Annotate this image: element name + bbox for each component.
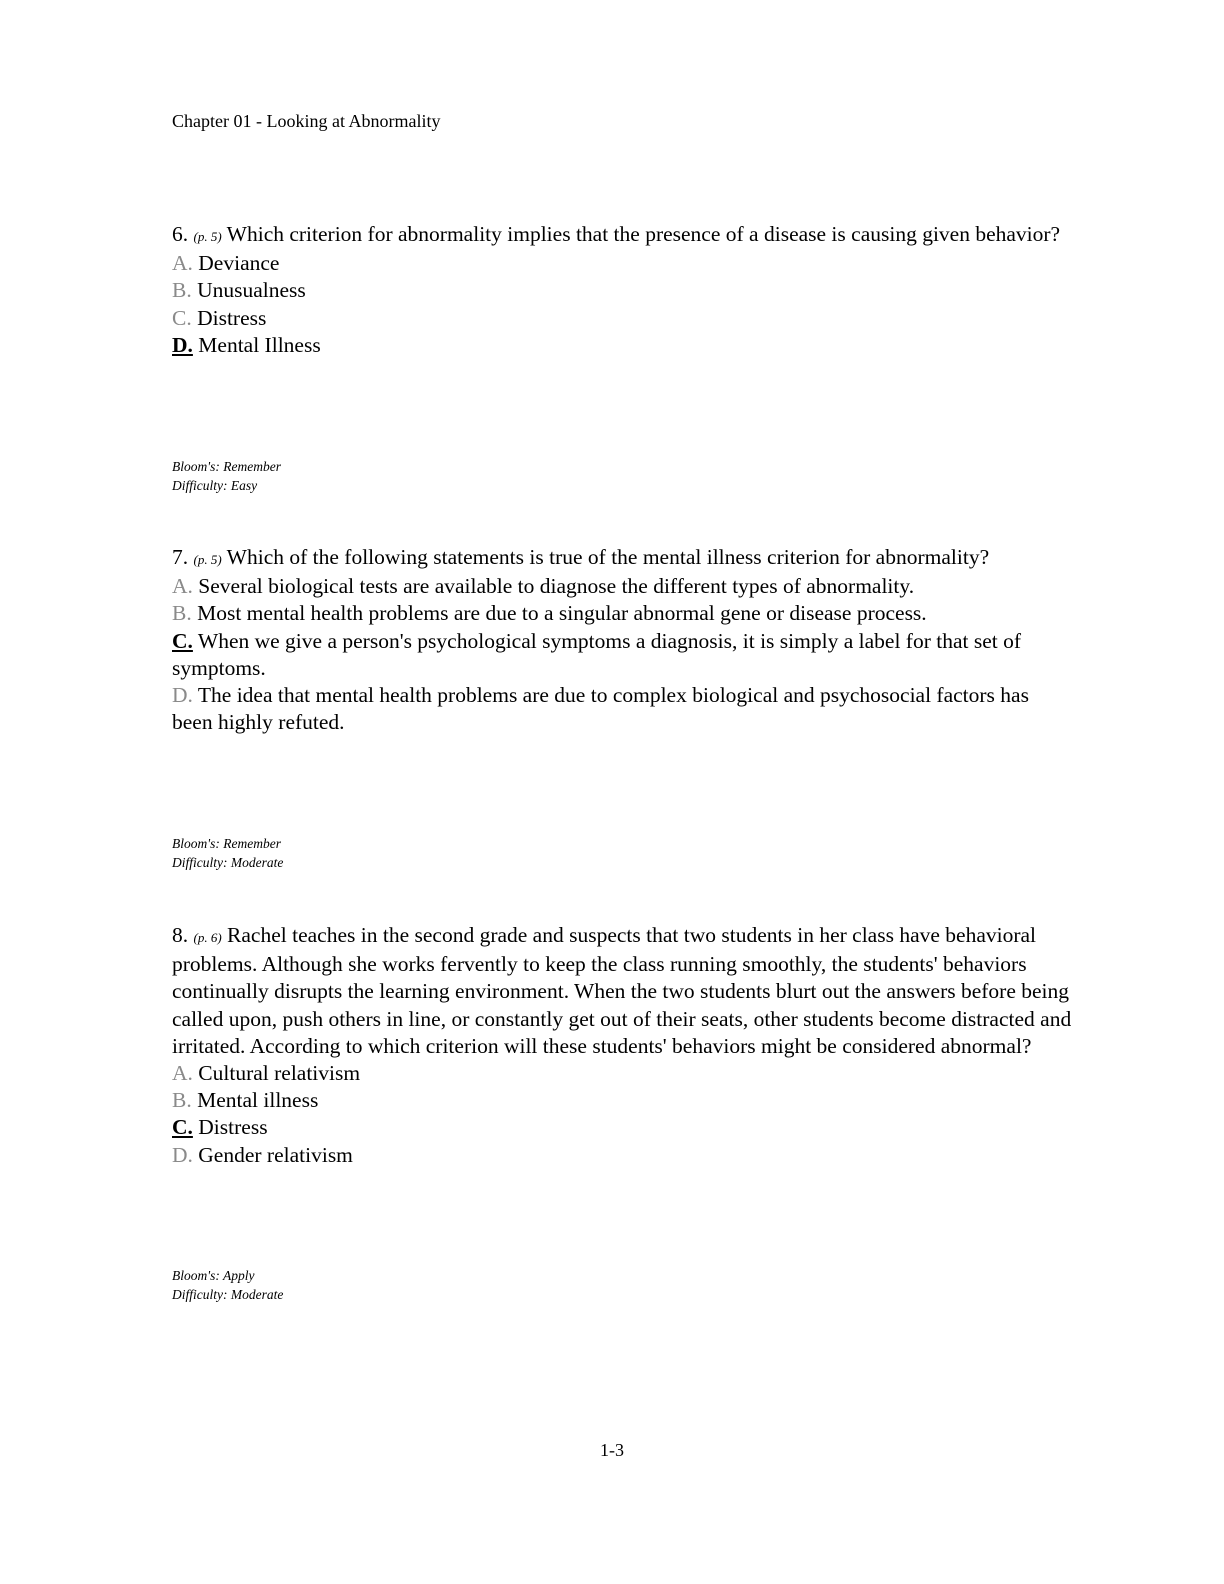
option-a <box>172 1060 1072 1087</box>
correct-option-letter: D. <box>172 332 193 357</box>
question-6-meta <box>172 457 281 495</box>
option-a <box>172 573 1072 600</box>
option-text: Mental illness <box>197 1088 319 1113</box>
question-number: 6. <box>172 222 189 246</box>
option-c <box>172 1114 1072 1141</box>
option-text: The idea that mental health problems are due to complex biological and psychosocial factors has been highly refuted. <box>172 683 1029 735</box>
question-number: 7. <box>172 545 189 569</box>
question-stem <box>172 221 1072 250</box>
page-reference: (p. 5) <box>193 552 222 567</box>
option-letter: B. <box>172 278 192 303</box>
question-stem <box>172 544 1072 573</box>
question-text: Rachel teaches in the second grade and suspects that two students in her class have behavioral problems. Although she works fervently to keep the class running smoothly, the students' behaviors continually disrupts the learning environment. When the two students blurt out the answers before being called upon, push others in line, or constantly get out of their seats, other students become distracted and irritated. According to which criterion will these students' behaviors might be considered abnormal? <box>172 923 1072 1058</box>
option-d <box>172 332 1072 359</box>
option-letter: D. <box>172 683 193 708</box>
question-8-meta <box>172 1266 283 1304</box>
question-6 <box>172 221 1072 359</box>
option-text: Mental Illness <box>198 332 321 357</box>
option-b <box>172 1087 1072 1114</box>
question-number: 8. <box>172 923 189 947</box>
option-text: Distress <box>197 305 267 330</box>
option-letter: A. <box>172 574 193 599</box>
option-letter: B. <box>172 601 192 626</box>
option-text: Deviance <box>198 251 280 276</box>
page-reference: (p. 6) <box>193 930 222 945</box>
blooms-level: Bloom's: Remember <box>172 836 281 851</box>
blooms-level: Bloom's: Apply <box>172 1268 255 1283</box>
difficulty-level: Difficulty: Easy <box>172 478 258 493</box>
option-c <box>172 628 1072 682</box>
option-text: Most mental health problems are due to a singular abnormal gene or disease process. <box>197 601 927 626</box>
question-text: Which of the following statements is true of the mental illness criterion for abnormality? <box>226 545 990 569</box>
option-letter: D. <box>172 1142 193 1167</box>
option-text: Gender relativism <box>198 1142 353 1167</box>
correct-option-letter: C. <box>172 628 193 653</box>
page-reference: (p. 5) <box>193 229 222 244</box>
option-text: Unusualness <box>197 278 306 303</box>
option-letter: C. <box>172 305 192 330</box>
option-letter: B. <box>172 1088 192 1113</box>
blooms-level: Bloom's: Remember <box>172 459 281 474</box>
option-text: Distress <box>198 1115 268 1140</box>
question-stem <box>172 922 1072 1060</box>
option-b <box>172 277 1072 304</box>
option-text: Cultural relativism <box>198 1061 361 1086</box>
option-b <box>172 600 1072 627</box>
option-text: When we give a person's psychological symptoms a diagnosis, it is simply a label for that set of symptoms. <box>172 628 1022 680</box>
option-letter: A. <box>172 1061 193 1086</box>
correct-option-letter: C. <box>172 1115 193 1140</box>
option-letter: A. <box>172 251 193 276</box>
option-text: Several biological tests are available to diagnose the different types of abnormality. <box>198 574 915 599</box>
option-d <box>172 1142 1072 1169</box>
question-text: Which criterion for abnormality implies that the presence of a disease is causing given behavior? <box>226 222 1061 246</box>
page-number: 1-3 <box>600 1440 624 1460</box>
option-c <box>172 305 1072 332</box>
question-7-meta <box>172 834 283 872</box>
question-7 <box>172 544 1072 736</box>
page-header: Chapter 01 - Looking at Abnormality <box>172 111 441 131</box>
option-a <box>172 250 1072 277</box>
option-d <box>172 682 1072 736</box>
question-8 <box>172 922 1072 1169</box>
difficulty-level: Difficulty: Moderate <box>172 855 284 870</box>
difficulty-level: Difficulty: Moderate <box>172 1287 284 1302</box>
